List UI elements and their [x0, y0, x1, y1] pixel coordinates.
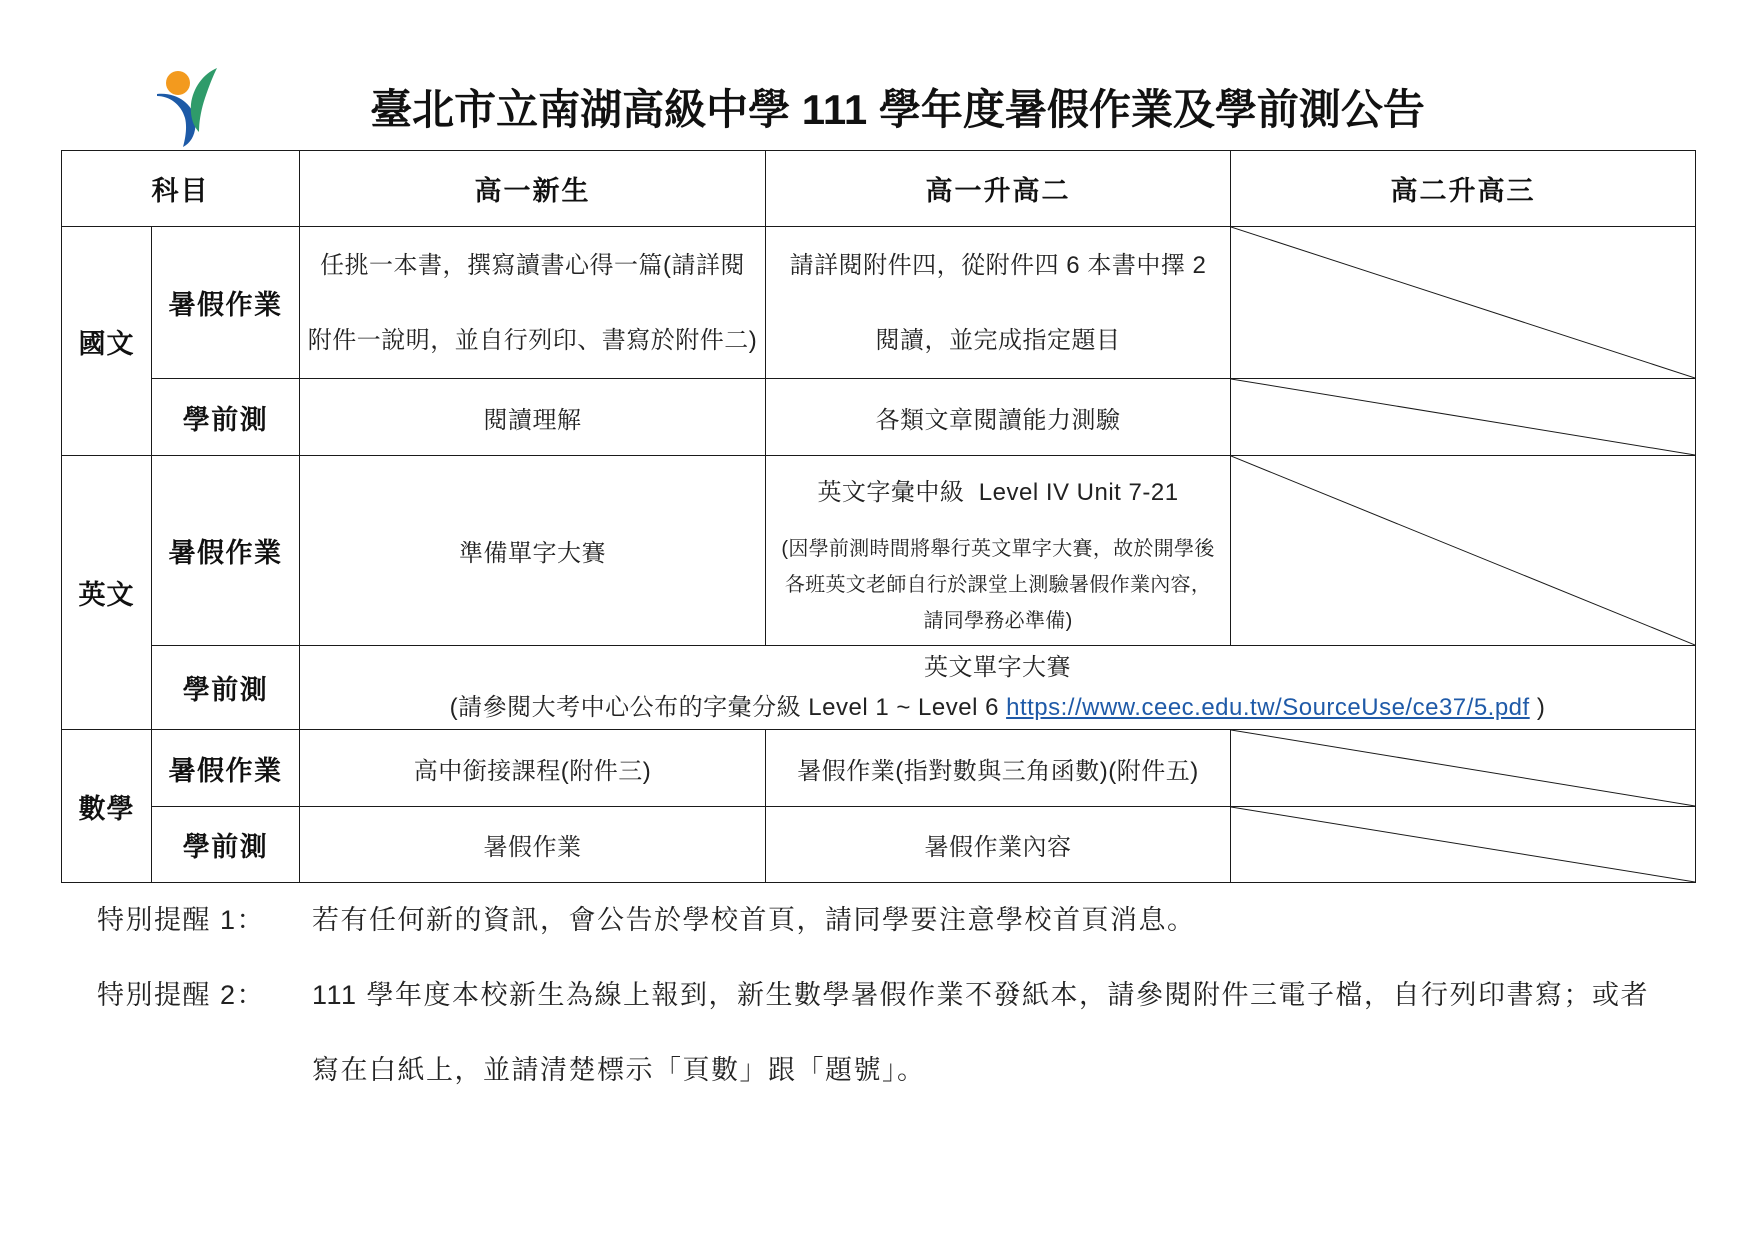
chinese-pretest-label: 學前測: [152, 379, 300, 456]
chinese-pretest-grade10-to-11: 各類文章閱讀能力測驗: [766, 379, 1231, 456]
math-pretest-row: [62, 807, 1696, 883]
diagonal-line: [1231, 807, 1695, 882]
math-homework-label: 暑假作業: [152, 730, 300, 807]
table-header-row: [62, 151, 1696, 227]
cell-line: 附件一說明，並自行列印、書寫於附件二): [307, 326, 758, 354]
cell-line: 請詳閱附件四，從附件四 6 本書中擇 2: [789, 251, 1207, 279]
reminder-line: 寫在白紙上，並請清楚標示「頁數」跟「題號」。: [312, 1055, 926, 1085]
chinese-pretest-grade11-to-12: [1231, 379, 1696, 456]
logo-body-shape: [157, 94, 196, 147]
reminder-2: [97, 958, 1707, 1108]
header-grade10-to-11: 高一升高二: [766, 151, 1231, 227]
cell-line: 任挑一本書，撰寫讀書心得一篇(請詳閱: [320, 251, 745, 279]
logo-head-shape: [166, 71, 190, 95]
ceec-vocabulary-link[interactable]: https://www.ceec.edu.tw/SourceUse/ce37/5.pdf: [1006, 693, 1530, 721]
reminder-text: [312, 958, 1649, 1108]
english-homework-label: 暑假作業: [152, 456, 300, 646]
cell-line: 英文單字大賽: [924, 653, 1071, 681]
note-line: 各班英文老師自行於課堂上測驗暑假作業內容，: [784, 574, 1212, 596]
table-body: [62, 151, 1696, 883]
reminder-line: 若有任何新的資訊，會公告於學校首頁，請同學要注意學校首頁消息。: [312, 905, 1196, 935]
diagonal-line: [1231, 456, 1695, 645]
english-pretest-all-grades: [300, 646, 1696, 730]
math-homework-grade10-to-11: 暑假作業(指對數與三角函數)(附件五): [766, 730, 1231, 807]
math-homework-grade10-new: 高中銜接課程(附件三): [300, 730, 766, 807]
pretest-reference-text: (請參閱大考中心公布的字彙分級 Level 1 ~ Level 6: [449, 693, 1007, 721]
pretest-reference-close: ): [1529, 693, 1546, 721]
chinese-homework-grade11-to-12: [1231, 227, 1696, 379]
math-pretest-grade11-to-12: [1231, 807, 1696, 883]
diagonal-line: [1231, 379, 1695, 455]
english-pretest-label: 學前測: [152, 646, 300, 730]
subject-chinese: 國文: [62, 227, 152, 456]
header-grade11-to-12: 高二升高三: [1231, 151, 1696, 227]
diagonal-line: [1231, 227, 1695, 378]
chinese-homework-label: 暑假作業: [152, 227, 300, 379]
cell-line: 英文字彙中級 Level IV Unit 7-21: [817, 479, 1179, 506]
math-pretest-grade10-new: 暑假作業: [300, 807, 766, 883]
cell-note: [766, 531, 1230, 639]
header-subject: 科目: [62, 151, 300, 227]
chinese-homework-row: [62, 227, 1696, 379]
math-pretest-grade10-to-11: 暑假作業內容: [766, 807, 1231, 883]
logo-leaf-shape: [191, 68, 217, 132]
note-line: (因學前測時間將舉行英文單字大賽，故於開學後: [781, 538, 1215, 560]
header-grade10-new: 高一新生: [300, 151, 766, 227]
cell-line: [300, 688, 1695, 728]
english-homework-grade10-to-11: [766, 456, 1231, 646]
english-homework-row: [62, 456, 1696, 646]
special-reminders: [97, 883, 1707, 1108]
english-homework-grade11-to-12: [1231, 456, 1696, 646]
subject-english: 英文: [62, 456, 152, 730]
chinese-homework-grade10-to-11: [766, 227, 1231, 379]
note-line: 請同學務必準備): [923, 610, 1073, 632]
math-homework-grade11-to-12: [1231, 730, 1696, 807]
reminder-label: 特別提醒 1：: [97, 905, 266, 935]
chinese-homework-grade10-new: [300, 227, 766, 379]
english-homework-grade10-new: 準備單字大賽: [300, 456, 766, 646]
diagonal-line: [1231, 730, 1695, 806]
school-logo-icon: [155, 66, 221, 148]
page-title: 臺北市立南湖高級中學 111 學年度暑假作業及學前測公告: [370, 86, 1425, 133]
reminder-1: [97, 883, 1707, 958]
reminder-label: 特別提醒 2：: [97, 980, 266, 1010]
math-pretest-label: 學前測: [152, 807, 300, 883]
reminder-text: [312, 883, 1196, 958]
english-pretest-row: [62, 646, 1696, 730]
chinese-pretest-grade10-new: 閱讀理解: [300, 379, 766, 456]
reminder-line: 111 學年度本校新生為線上報到，新生數學暑假作業不發紙本，請參閱附件三電子檔，自行列印書寫；或者: [312, 980, 1650, 1010]
chinese-pretest-row: [62, 379, 1696, 456]
subject-math: 數學: [62, 730, 152, 883]
cell-line: 閱讀，並完成指定題目: [875, 326, 1121, 354]
math-homework-row: [62, 730, 1696, 807]
homework-table: [61, 150, 1696, 883]
